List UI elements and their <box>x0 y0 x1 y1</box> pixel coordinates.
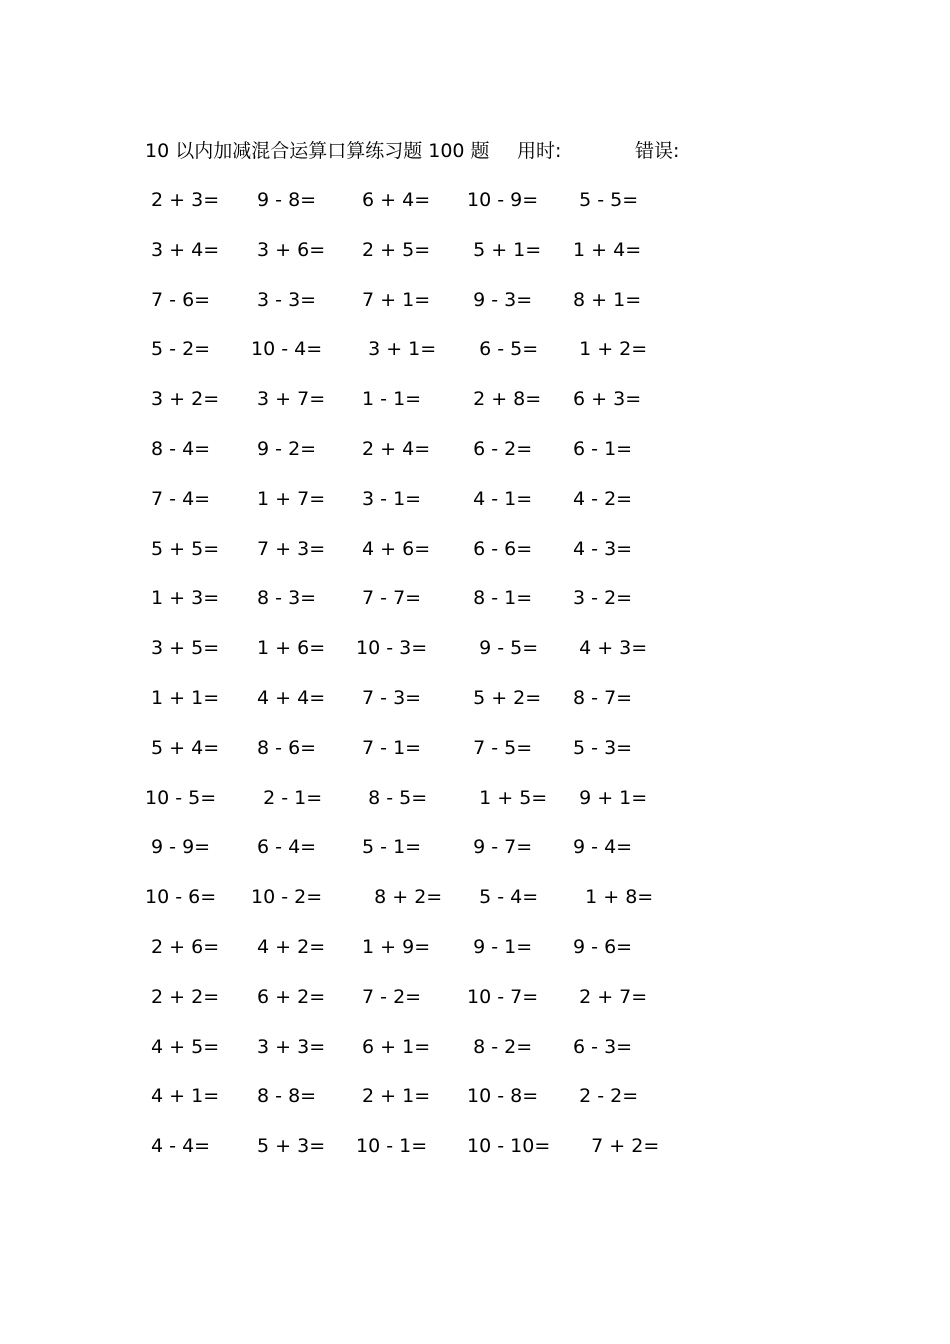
problem-item: 4 - 2= <box>567 487 633 510</box>
problem-item: 5 + 1= <box>461 238 542 261</box>
problem-item: 6 + 3= <box>567 388 642 411</box>
problem-item: 4 + 4= <box>251 686 326 709</box>
problem-item: 2 + 3= <box>145 189 220 211</box>
problem-item: 4 + 2= <box>251 935 326 958</box>
problem-item: 9 - 4= <box>567 836 633 859</box>
problem-item: 4 + 5= <box>145 1035 220 1058</box>
problem-item: 6 - 4= <box>251 836 317 859</box>
problem-item: 3 + 2= <box>145 388 220 411</box>
problem-grid <box>145 180 675 1180</box>
problem-item: 7 + 2= <box>567 1135 660 1158</box>
problem-item: 7 - 7= <box>356 587 422 610</box>
problem-row <box>145 280 675 330</box>
problem-item: 7 - 3= <box>356 686 422 709</box>
problem-row <box>145 1027 675 1077</box>
problem-item: 5 - 4= <box>461 886 539 909</box>
problem-item: 10 - 8= <box>461 1085 539 1108</box>
problem-item: 1 + 2= <box>567 338 648 361</box>
problem-item: 5 - 5= <box>567 189 639 211</box>
problem-item: 10 - 5= <box>145 786 217 809</box>
problem-item: 3 - 2= <box>567 587 633 610</box>
problem-item: 7 - 5= <box>461 736 533 759</box>
problem-item: 2 + 1= <box>356 1085 431 1108</box>
problem-item: 5 + 5= <box>145 537 220 560</box>
problem-item: 2 - 1= <box>251 786 323 809</box>
problem-item: 9 - 1= <box>461 935 533 958</box>
problem-row <box>145 977 675 1027</box>
problem-item: 3 + 5= <box>145 637 220 660</box>
errors-label: 错误: <box>635 140 680 162</box>
worksheet-title: 10 以内加减混合运算口算练习题 100 题 <box>145 140 490 162</box>
problem-row <box>145 479 675 529</box>
problem-item: 7 + 3= <box>251 537 326 560</box>
problem-item: 4 + 1= <box>145 1085 220 1108</box>
problem-item: 4 + 6= <box>356 537 431 560</box>
problem-item: 1 + 3= <box>145 587 220 610</box>
problem-item: 3 + 6= <box>251 238 326 261</box>
problem-item: 6 + 2= <box>251 985 326 1008</box>
problem-item: 4 - 1= <box>461 487 533 510</box>
problem-row <box>145 230 675 280</box>
problem-item: 8 - 7= <box>567 686 633 709</box>
problem-item: 8 - 3= <box>251 587 317 610</box>
problem-item: 4 + 3= <box>567 637 648 660</box>
problem-item: 2 + 7= <box>567 985 648 1008</box>
problem-item: 9 - 6= <box>567 935 633 958</box>
problem-item: 8 - 2= <box>461 1035 533 1058</box>
problem-item: 4 - 4= <box>145 1135 211 1158</box>
problem-item: 8 - 1= <box>461 587 533 610</box>
problem-item: 2 + 5= <box>356 238 431 261</box>
problem-item: 3 - 3= <box>251 288 317 311</box>
problem-item: 6 - 3= <box>567 1035 633 1058</box>
problem-item: 3 + 1= <box>356 338 437 361</box>
problem-item: 6 + 4= <box>356 189 431 211</box>
problem-row <box>145 827 675 877</box>
problem-row <box>145 578 675 628</box>
problem-item: 10 - 1= <box>356 1135 428 1158</box>
problem-item: 1 + 7= <box>251 487 326 510</box>
problem-row <box>145 429 675 479</box>
problem-item: 1 + 9= <box>356 935 431 958</box>
problem-row <box>145 1126 675 1176</box>
problem-item: 6 - 5= <box>461 338 539 361</box>
problem-item: 3 + 4= <box>145 238 220 261</box>
worksheet-header <box>145 136 765 166</box>
problem-item: 5 - 3= <box>567 736 633 759</box>
problem-row <box>145 927 675 977</box>
problem-item: 1 + 1= <box>145 686 220 709</box>
problem-item: 1 + 5= <box>461 786 548 809</box>
problem-item: 10 - 10= <box>461 1135 551 1158</box>
problem-item: 6 - 1= <box>567 437 633 460</box>
problem-item: 10 - 7= <box>461 985 539 1008</box>
problem-item: 2 - 2= <box>567 1085 639 1108</box>
problem-item: 9 - 3= <box>461 288 533 311</box>
problem-item: 9 - 2= <box>251 437 317 460</box>
problem-item: 10 - 6= <box>145 886 217 909</box>
problem-item: 8 - 4= <box>145 437 211 460</box>
problem-item: 9 - 7= <box>461 836 533 859</box>
problem-item: 2 + 4= <box>356 437 431 460</box>
problem-item: 5 - 1= <box>356 836 422 859</box>
problem-item: 1 + 4= <box>567 238 642 261</box>
problem-item: 9 - 8= <box>251 189 317 211</box>
problem-item: 7 + 1= <box>356 288 431 311</box>
problem-row <box>145 728 675 778</box>
problem-item: 6 + 1= <box>356 1035 431 1058</box>
problem-item: 9 + 1= <box>567 786 648 809</box>
problem-item: 7 - 6= <box>145 288 211 311</box>
problem-item: 1 - 1= <box>356 388 422 411</box>
problem-item: 10 - 4= <box>251 338 323 361</box>
time-label: 用时: <box>517 140 562 162</box>
problem-item: 6 - 6= <box>461 537 533 560</box>
problem-item: 1 + 8= <box>567 886 654 909</box>
problem-item: 9 - 9= <box>145 836 211 859</box>
problem-item: 2 + 2= <box>145 985 220 1008</box>
problem-row <box>145 529 675 579</box>
problem-item: 10 - 2= <box>251 886 323 909</box>
problem-item: 4 - 3= <box>567 537 633 560</box>
problem-row <box>145 628 675 678</box>
problem-item: 5 - 2= <box>145 338 211 361</box>
problem-item: 7 - 4= <box>145 487 211 510</box>
problem-row <box>145 678 675 728</box>
problem-row <box>145 329 675 379</box>
problem-item: 8 + 1= <box>567 288 642 311</box>
problem-row <box>145 1076 675 1126</box>
problem-item: 5 + 3= <box>251 1135 326 1158</box>
problem-item: 2 + 6= <box>145 935 220 958</box>
problem-item: 7 - 2= <box>356 985 422 1008</box>
problem-item: 7 - 1= <box>356 736 422 759</box>
problem-item: 8 - 5= <box>356 786 428 809</box>
problem-item: 3 + 3= <box>251 1035 326 1058</box>
problem-row <box>145 379 675 429</box>
problem-row <box>145 180 675 230</box>
problem-item: 3 - 1= <box>356 487 422 510</box>
problem-item: 1 + 6= <box>251 637 326 660</box>
problem-item: 10 - 9= <box>461 189 539 211</box>
problem-item: 8 - 8= <box>251 1085 317 1108</box>
problem-item: 10 - 3= <box>356 637 428 660</box>
problem-item: 2 + 8= <box>461 388 542 411</box>
problem-item: 8 - 6= <box>251 736 317 759</box>
problem-item: 5 + 2= <box>461 686 542 709</box>
problem-item: 6 - 2= <box>461 437 533 460</box>
problem-row <box>145 778 675 828</box>
problem-item: 9 - 5= <box>461 637 539 660</box>
problem-item: 3 + 7= <box>251 388 326 411</box>
problem-row <box>145 877 675 927</box>
problem-item: 5 + 4= <box>145 736 220 759</box>
problem-item: 8 + 2= <box>356 886 443 909</box>
